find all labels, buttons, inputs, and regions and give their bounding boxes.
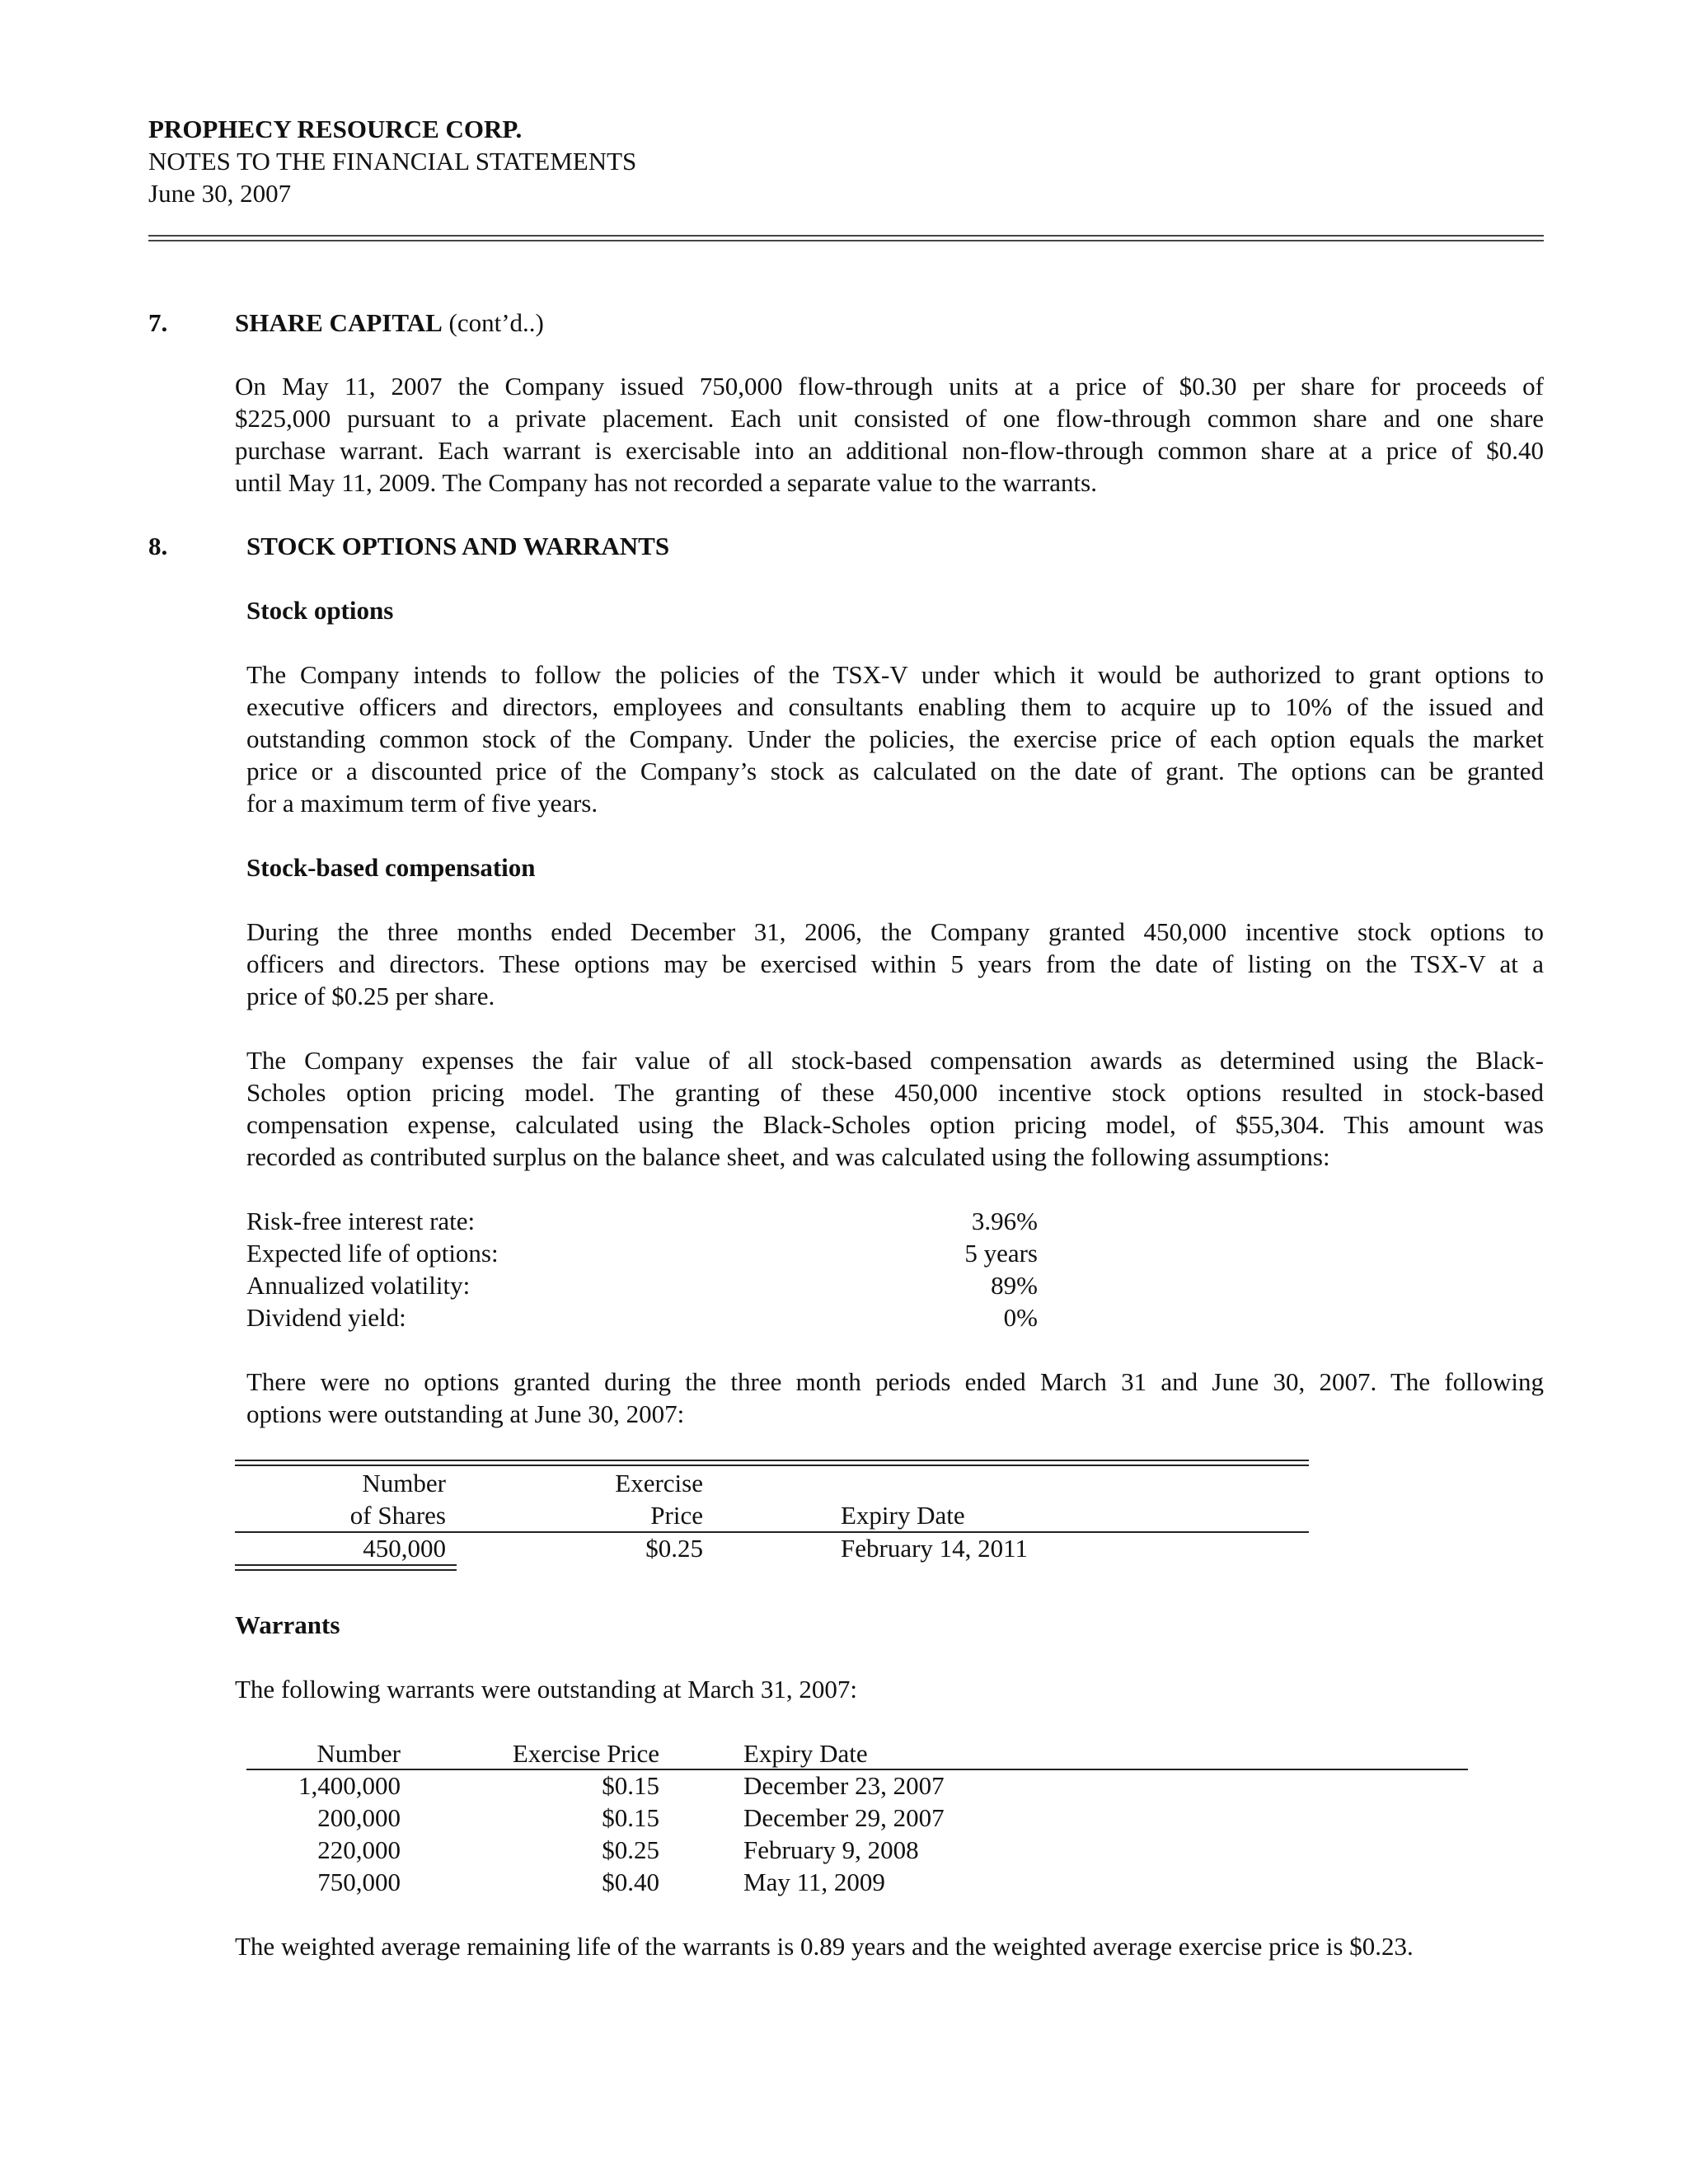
paragraph-line: The Company expenses the fair value of all stock-based compensation awards as determined using the Black- — [246, 1046, 1544, 1075]
paragraph-line: During the three months ended December 31, 2006, the Company granted 450,000 incentive stock options to — [246, 917, 1544, 946]
paragraph-line: options were outstanding at June 30, 2007: — [246, 1399, 685, 1428]
warrants-closing-line: The weighted average remaining life of the warrants is 0.89 years and the weighted average exercise price is $0.23. — [235, 1932, 1414, 1961]
assumption-label: Annualized volatility: — [246, 1271, 471, 1300]
paragraph-line: price of $0.25 per share. — [246, 982, 495, 1010]
paragraph-line: compensation expense, calculated using the Black-Scholes option pricing model, of $55,304. This amount was — [246, 1110, 1544, 1139]
sbc-paragraph-2 — [246, 1044, 1544, 1173]
options-total-rule — [235, 1569, 457, 1571]
assumption-label: Expected life of options: — [246, 1239, 499, 1268]
options-table-rule — [235, 1465, 1309, 1466]
assumption-row — [246, 1237, 1038, 1269]
paragraph-line: purchase warrant. Each warrant is exercisable into an additional non-flow-through common share at a price of $0.40 — [235, 436, 1544, 465]
warrants-heading: Warrants — [235, 1610, 340, 1639]
paragraph-line: until May 11, 2009. The Company has not recorded a separate value to the warrants. — [235, 468, 1097, 497]
paragraph-line: outstanding common stock of the Company. Under the policies, the exercise price of each option equals the market — [246, 724, 1544, 753]
options-cell-price: $0.25 — [645, 1534, 703, 1563]
header-rule-bottom — [148, 240, 1544, 241]
warrants-cell-price: $0.15 — [602, 1803, 659, 1832]
options-cell-expiry: February 14, 2011 — [841, 1534, 1029, 1563]
paragraph-line: On May 11, 2007 the Company issued 750,000 flow-through units at a price of $0.30 per share for proceeds of — [235, 372, 1544, 401]
paragraph-line: executive officers and directors, employees and consultants enabling them to acquire up to 10% of the issued and — [246, 692, 1544, 721]
paragraph-line: price or a discounted price of the Company’s stock as calculated on the date of grant. The options can be granted — [246, 757, 1544, 785]
warrants-intro: The following warrants were outstanding at March 31, 2007: — [235, 1675, 858, 1704]
options-cell-shares: 450,000 — [363, 1534, 446, 1563]
options-total-rule — [235, 1564, 457, 1566]
options-header-shares-1: Number — [362, 1469, 446, 1497]
section-7-title-suffix: (cont’d..) — [448, 308, 544, 337]
assumption-value: 3.96% — [971, 1207, 1038, 1235]
section-7-heading — [235, 307, 544, 339]
warrants-cell-number: 220,000 — [317, 1835, 401, 1864]
warrants-cell-price: $0.25 — [602, 1835, 659, 1864]
document-date: June 30, 2007 — [148, 179, 292, 208]
warrants-header-number: Number — [316, 1739, 401, 1768]
assumption-row — [246, 1301, 1038, 1333]
stock-options-paragraph — [246, 658, 1544, 819]
warrants-cell-price: $0.40 — [602, 1868, 659, 1896]
options-header-shares-2: of Shares — [349, 1501, 446, 1530]
section-8-title: STOCK OPTIONS AND WARRANTS — [246, 532, 670, 560]
sbc-paragraph-1 — [246, 916, 1544, 1012]
paragraph-line: $225,000 pursuant to a private placement. Each unit consisted of one flow-through common share and one share — [235, 404, 1544, 433]
warrants-cell-number: 750,000 — [317, 1868, 401, 1896]
assumption-label: Dividend yield: — [246, 1303, 406, 1332]
assumption-value: 5 years — [964, 1239, 1038, 1268]
section-7-number: 7. — [148, 308, 168, 337]
section-8-number: 8. — [148, 532, 168, 560]
assumption-value: 89% — [991, 1271, 1038, 1300]
paragraph-line: The Company intends to follow the policies of the TSX-V under which it would be authorized to grant options to — [246, 660, 1544, 689]
options-header-expiry: Expiry Date — [841, 1501, 965, 1530]
header-rule-top — [148, 235, 1544, 237]
warrants-cell-expiry: February 9, 2008 — [743, 1835, 919, 1864]
warrants-cell-expiry: December 29, 2007 — [743, 1803, 945, 1832]
options-header-price-1: Exercise — [615, 1469, 703, 1497]
warrants-cell-number: 1,400,000 — [298, 1771, 401, 1800]
assumption-label: Risk-free interest rate: — [246, 1207, 476, 1235]
paragraph-line: There were no options granted during the three month periods ended March 31 and June 30, 2007. The following — [246, 1367, 1544, 1396]
company-name: PROPHECY RESOURCE CORP. — [148, 115, 523, 143]
paragraph-line: Scholes option pricing model. The granting of these 450,000 incentive stock options resulted in stock-based — [246, 1078, 1544, 1107]
warrants-cell-price: $0.15 — [602, 1771, 659, 1800]
no-options-paragraph — [246, 1366, 1544, 1430]
assumption-value: 0% — [1003, 1303, 1038, 1332]
assumptions-list — [246, 1205, 1038, 1333]
warrants-header-price: Exercise Price — [512, 1739, 659, 1768]
warrants-cell-expiry: December 23, 2007 — [743, 1771, 945, 1800]
options-table-rule — [235, 1460, 1309, 1461]
stock-options-heading: Stock options — [246, 596, 394, 625]
section-7-paragraph — [235, 370, 1544, 499]
assumption-row — [246, 1205, 1038, 1237]
document-subtitle: NOTES TO THE FINANCIAL STATEMENTS — [148, 147, 637, 176]
warrants-cell-number: 200,000 — [317, 1803, 401, 1832]
warrants-cell-expiry: May 11, 2009 — [743, 1868, 885, 1896]
paragraph-line: for a maximum term of five years. — [246, 789, 598, 818]
warrants-header-expiry: Expiry Date — [743, 1739, 868, 1768]
assumption-row — [246, 1269, 1038, 1301]
sbc-heading: Stock-based compensation — [246, 853, 536, 882]
section-7-title: SHARE CAPITAL — [235, 308, 443, 337]
options-header-price-2: Price — [650, 1501, 703, 1530]
paragraph-line: officers and directors. These options may be exercised within 5 years from the date of listing on the TSX-V at a — [246, 949, 1544, 978]
paragraph-line: recorded as contributed surplus on the balance sheet, and was calculated using the following assumptions: — [246, 1142, 1330, 1171]
